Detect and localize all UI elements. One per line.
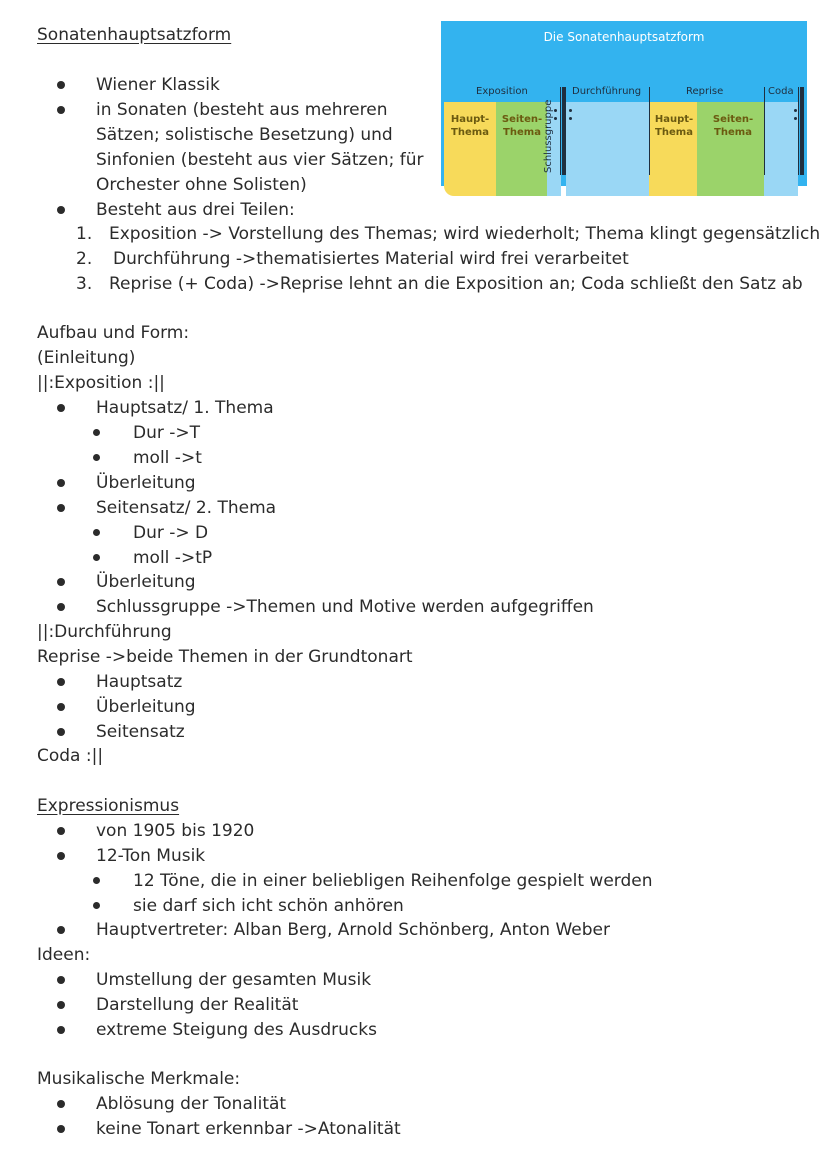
list-item: Schlussgruppe ->Themen und Motive werden aufgegriffen [96,597,594,617]
sub-list-item: moll ->t [133,448,202,468]
list-item: in Sonaten (besteht aus mehreren [96,100,388,120]
bullet [93,454,100,461]
list-item: Hauptsatz [96,672,183,692]
bullet [93,877,100,884]
list-item: Umstellung der gesamten Musik [96,970,372,990]
bullet [57,1001,65,1009]
sonatenform-diagram [441,21,807,186]
barline-thick [562,87,566,175]
repeat-dot [569,117,572,120]
bullet [57,1026,65,1034]
list-item: von 1905 bis 1920 [96,821,255,841]
list-item-continuation: Sätzen; solistische Besetzung) und [96,125,393,145]
section-label-reprise: Reprise [686,86,724,97]
diagram-title: Die Sonatenhauptsatzform [543,30,705,44]
numbered-item: Exposition -> Vorstellung des Themas; wird wiederholt; Thema klingt gegensätzlich [109,224,821,244]
text-line: (Einleitung) [37,348,136,368]
numbered-item: Durchführung ->thematisiertes Material wird frei verarbeitet [113,249,629,269]
list-item: Seitensatz/ 2. Thema [96,498,277,518]
sub-list-item: sie darf sich icht schön anhören [133,896,404,916]
repeat-dot [794,117,797,120]
repeat-dot [554,109,557,112]
repeat-dot [569,109,572,112]
bullet [57,728,65,736]
bullet [57,1100,65,1108]
bullet [57,827,65,835]
bullet [57,106,65,114]
text-line: Musikalische Merkmale: [37,1069,241,1089]
list-item: Seitensatz [96,722,185,742]
sub-list-item: Dur ->T [133,423,201,443]
bullet [57,81,65,89]
bullet [57,479,65,487]
text-line: ||:Exposition :|| [37,373,165,393]
bullet [57,404,65,412]
heading-expressionismus: Expressionismus [37,796,180,816]
label-haupt-thema: Haupt- Thema [450,114,490,138]
text-line: Reprise ->beide Themen in der Grundtonart [37,647,413,667]
barline-final-thick [800,87,804,175]
list-item: Überleitung [96,473,196,493]
bullet [57,678,65,686]
sub-list-item: 12 Töne, die in einer beliebligen Reihenfolge gespielt werden [133,871,653,891]
aufbau-heading: Aufbau und Form: [37,323,190,343]
label-schlussgruppe: Schlussgruppe [543,99,554,173]
list-item: Besteht aus drei Teilen: [96,200,295,220]
list-item: Ablösung der Tonalität [96,1094,287,1114]
text-line: Ideen: [37,945,91,965]
list-number: 3. [76,274,93,294]
list-item-continuation: Sinfonien (besteht aus vier Sätzen; für [96,150,424,170]
bullet [57,976,65,984]
list-item: keine Tonart erkennbar ->Atonalität [96,1119,401,1139]
list-number: 1. [76,224,93,244]
bullet [93,429,100,436]
bullet [57,504,65,512]
bullet [57,852,65,860]
repeat-dot [794,109,797,112]
list-item: 12-Ton Musik [96,846,206,866]
band-durchfuehrung [566,102,649,196]
barline-coda [764,87,765,175]
list-item: Darstellung der Realität [96,995,299,1015]
numbered-item: Reprise (+ Coda) ->Reprise lehnt an die Exposition an; Coda schließt den Satz ab [109,274,803,294]
bullet [57,1125,65,1133]
section-label-durchfuehrung: Durchführung [572,86,642,97]
bullet [57,578,65,586]
bullet [57,926,65,934]
list-item-continuation: Orchester ohne Solisten) [96,175,307,195]
label-reprise-seiten-thema: Seiten- Thema [712,114,754,138]
heading-sonatenhauptsatzform: Sonatenhauptsatzform [37,25,232,45]
list-item: Hauptsatz/ 1. Thema [96,398,274,418]
bullet [93,554,100,561]
barline-thin [560,87,561,175]
barline-final-thin [798,87,799,175]
band-coda [764,102,798,196]
bullet [57,206,65,214]
list-item: extreme Steigung des Ausdrucks [96,1020,377,1040]
list-item: Hauptvertreter: Alban Berg, Arnold Schönberg, Anton Weber [96,920,610,940]
list-item: Überleitung [96,572,196,592]
sub-list-item: Dur -> D [133,523,209,543]
label-seiten-thema: Seiten- Thema [501,114,543,138]
bullet [57,703,65,711]
list-number: 2. [76,249,93,269]
text-line: ||:Durchführung [37,622,172,642]
bullet [93,902,100,909]
label-reprise-haupt-thema: Haupt- Thema [654,114,694,138]
repeat-dot [554,117,557,120]
bullet [57,603,65,611]
sub-list-item: moll ->tP [133,548,213,568]
section-label-coda: Coda [768,86,794,97]
barline-reprise [649,87,650,175]
section-label-exposition: Exposition [476,86,528,97]
list-item: Wiener Klassik [96,75,220,95]
list-item: Überleitung [96,697,196,717]
bullet [93,529,100,536]
text-line: Coda :|| [37,746,104,766]
